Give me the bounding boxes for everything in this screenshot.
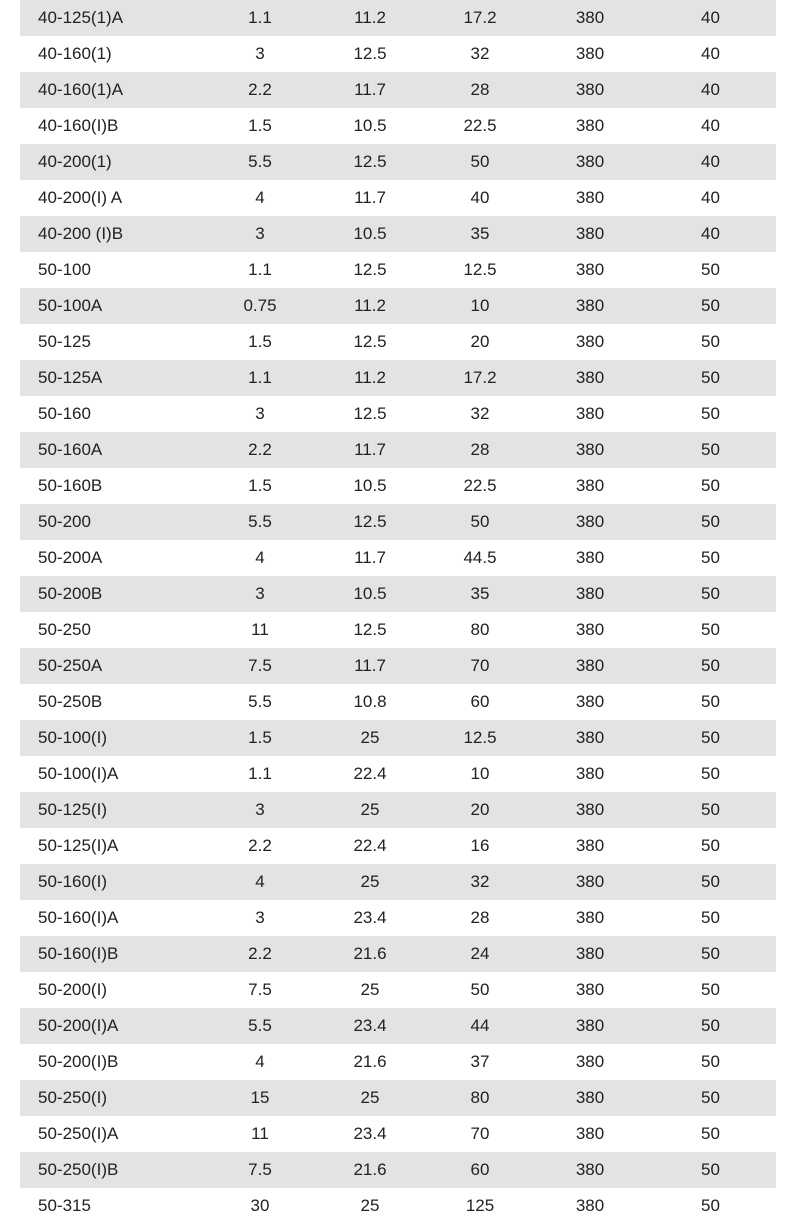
table-row — [20, 1152, 776, 1188]
cell-diameter: 50 — [701, 584, 720, 603]
cell-power: 15 — [250, 1088, 270, 1107]
cell-voltage: 380 — [575, 656, 605, 675]
cell-diameter: 50 — [701, 692, 720, 711]
cell-diameter: 50 — [701, 332, 720, 351]
table-row — [20, 648, 776, 684]
cell-power: 4 — [255, 188, 265, 207]
cell-voltage: 380 — [575, 1052, 605, 1071]
cell-power: 11 — [251, 1124, 269, 1143]
cell-voltage: 380 — [575, 80, 605, 99]
cell-voltage: 380 — [575, 728, 605, 747]
cell-flow: 12.5 — [353, 512, 387, 531]
cell-head: 125 — [465, 1196, 495, 1215]
table-row — [20, 792, 776, 828]
cell-model: 50-125A — [38, 368, 103, 387]
cell-voltage: 380 — [575, 944, 605, 963]
cell-power: 4 — [255, 548, 265, 567]
cell-power: 1.1 — [248, 8, 272, 27]
cell-head: 80 — [470, 620, 490, 639]
cell-power: 2.2 — [248, 836, 272, 855]
cell-model: 50-315 — [38, 1196, 91, 1215]
cell-head: 28 — [470, 80, 490, 99]
table-row — [20, 684, 776, 720]
cell-diameter: 50 — [701, 800, 720, 819]
cell-flow: 10.5 — [353, 224, 387, 243]
cell-model: 50-200(I) — [38, 980, 107, 999]
cell-flow: 21.6 — [353, 944, 387, 963]
cell-power: 1.5 — [248, 728, 272, 747]
table-row — [20, 1044, 776, 1080]
table-row — [20, 1116, 776, 1152]
cell-power: 7.5 — [248, 1160, 272, 1179]
table-row — [20, 216, 776, 252]
cell-power: 2.2 — [248, 80, 272, 99]
cell-flow: 12.5 — [353, 152, 387, 171]
cell-diameter: 50 — [701, 620, 720, 639]
cell-power: 3 — [255, 584, 265, 603]
cell-head: 60 — [470, 1160, 490, 1179]
table-row — [20, 864, 776, 900]
cell-voltage: 380 — [575, 1016, 605, 1035]
cell-diameter: 50 — [701, 296, 720, 315]
cell-flow: 12.5 — [353, 404, 387, 423]
cell-head: 40 — [470, 188, 490, 207]
cell-power: 7.5 — [248, 980, 272, 999]
cell-power: 0.75 — [243, 296, 277, 315]
cell-diameter: 50 — [701, 1160, 720, 1179]
cell-flow: 10.8 — [353, 692, 387, 711]
cell-flow: 12.5 — [353, 620, 387, 639]
cell-head: 35 — [470, 584, 490, 603]
cell-voltage: 380 — [575, 476, 605, 495]
cell-diameter: 50 — [701, 836, 720, 855]
cell-power: 3 — [255, 44, 265, 63]
cell-voltage: 380 — [575, 872, 605, 891]
cell-head: 20 — [470, 800, 490, 819]
table-row — [20, 972, 776, 1008]
cell-power: 1.5 — [248, 332, 272, 351]
cell-flow: 23.4 — [353, 908, 387, 927]
cell-head: 12.5 — [463, 728, 497, 747]
table-row — [20, 432, 776, 468]
cell-model: 50-200(I)B — [38, 1052, 119, 1071]
cell-diameter: 50 — [701, 476, 720, 495]
cell-voltage: 380 — [575, 512, 605, 531]
table-row — [20, 324, 776, 360]
cell-head: 16 — [470, 836, 490, 855]
cell-model: 50-250(I) — [38, 1088, 107, 1107]
cell-power: 3 — [255, 908, 265, 927]
cell-model: 50-200(I)A — [38, 1016, 119, 1035]
cell-diameter: 50 — [701, 548, 720, 567]
cell-flow: 11.2 — [354, 8, 386, 27]
cell-model: 50-160(I)B — [38, 944, 119, 963]
cell-diameter: 50 — [701, 1196, 720, 1215]
cell-head: 35 — [470, 224, 490, 243]
cell-head: 10 — [470, 296, 490, 315]
table-row — [20, 144, 776, 180]
cell-head: 12.5 — [463, 260, 497, 279]
cell-flow: 11.7 — [354, 188, 386, 207]
cell-flow: 21.6 — [353, 1160, 387, 1179]
cell-voltage: 380 — [575, 260, 605, 279]
cell-power: 3 — [255, 224, 265, 243]
cell-model: 50-200B — [38, 584, 103, 603]
cell-voltage: 380 — [575, 764, 605, 783]
cell-power: 11 — [251, 620, 269, 639]
cell-power: 1.5 — [248, 116, 272, 135]
cell-power: 5.5 — [248, 1016, 272, 1035]
cell-diameter: 50 — [701, 764, 720, 783]
table-row — [20, 756, 776, 792]
cell-flow: 10.5 — [353, 584, 387, 603]
cell-head: 60 — [470, 692, 490, 711]
cell-voltage: 380 — [575, 332, 605, 351]
cell-model: 50-250A — [38, 656, 103, 675]
cell-diameter: 50 — [701, 1088, 720, 1107]
cell-model: 50-125(I) — [38, 800, 107, 819]
cell-diameter: 50 — [701, 512, 720, 531]
cell-diameter: 50 — [701, 1016, 720, 1035]
cell-head: 50 — [470, 512, 490, 531]
cell-head: 37 — [470, 1052, 490, 1071]
cell-head: 22.5 — [463, 116, 497, 135]
cell-diameter: 50 — [701, 872, 720, 891]
table-row — [20, 108, 776, 144]
table-row — [20, 1080, 776, 1116]
cell-flow: 11.2 — [354, 368, 386, 387]
cell-power: 4 — [255, 872, 265, 891]
cell-power: 2.2 — [248, 440, 272, 459]
cell-flow: 21.6 — [353, 1052, 387, 1071]
cell-diameter: 40 — [701, 44, 720, 63]
cell-flow: 11.7 — [354, 656, 386, 675]
cell-model: 50-100A — [38, 296, 103, 315]
table-row — [20, 504, 776, 540]
cell-diameter: 50 — [701, 944, 720, 963]
cell-head: 24 — [470, 944, 490, 963]
cell-voltage: 380 — [575, 908, 605, 927]
cell-flow: 25 — [360, 872, 380, 891]
table-row — [20, 36, 776, 72]
cell-power: 30 — [250, 1196, 270, 1215]
spec-table — [20, 0, 776, 1224]
spec-table-container — [20, 0, 776, 1224]
cell-diameter: 40 — [701, 188, 720, 207]
cell-flow: 25 — [360, 980, 380, 999]
cell-model: 40-200(I) A — [38, 188, 123, 207]
cell-voltage: 380 — [575, 980, 605, 999]
cell-head: 22.5 — [463, 476, 497, 495]
table-row — [20, 1008, 776, 1044]
cell-model: 40-160(1)A — [38, 80, 124, 99]
cell-power: 3 — [255, 404, 265, 423]
cell-power: 3 — [255, 800, 265, 819]
cell-power: 1.1 — [248, 764, 272, 783]
cell-model: 40-200 (I)B — [38, 224, 124, 243]
cell-voltage: 380 — [575, 1088, 605, 1107]
cell-model: 50-250B — [38, 692, 103, 711]
cell-model: 50-100(I) — [38, 728, 107, 747]
cell-power: 1.1 — [248, 368, 272, 387]
table-row — [20, 900, 776, 936]
cell-model: 50-100(I)A — [38, 764, 119, 783]
cell-head: 32 — [470, 44, 490, 63]
cell-head: 70 — [470, 656, 490, 675]
cell-power: 2.2 — [248, 944, 272, 963]
cell-voltage: 380 — [575, 836, 605, 855]
cell-head: 10 — [470, 764, 490, 783]
table-row — [20, 936, 776, 972]
cell-voltage: 380 — [575, 296, 605, 315]
cell-diameter: 50 — [701, 908, 720, 927]
cell-model: 40-200(1) — [38, 152, 112, 171]
cell-diameter: 40 — [701, 152, 720, 171]
cell-diameter: 50 — [701, 1124, 720, 1143]
cell-diameter: 50 — [701, 1052, 720, 1071]
cell-model: 50-160B — [38, 476, 103, 495]
cell-flow: 22.4 — [353, 836, 387, 855]
cell-diameter: 40 — [701, 8, 720, 27]
cell-voltage: 380 — [575, 188, 605, 207]
cell-voltage: 380 — [575, 800, 605, 819]
cell-diameter: 50 — [701, 260, 720, 279]
cell-flow: 22.4 — [353, 764, 387, 783]
table-row — [20, 396, 776, 432]
cell-flow: 10.5 — [353, 476, 387, 495]
cell-power: 5.5 — [248, 152, 272, 171]
cell-diameter: 50 — [701, 404, 720, 423]
cell-model: 50-200 — [38, 512, 91, 531]
cell-voltage: 380 — [575, 224, 605, 243]
cell-voltage: 380 — [575, 8, 605, 27]
table-row — [20, 360, 776, 396]
cell-flow: 12.5 — [353, 44, 387, 63]
cell-power: 5.5 — [248, 512, 272, 531]
cell-voltage: 380 — [575, 368, 605, 387]
cell-flow: 11.7 — [354, 80, 386, 99]
cell-flow: 25 — [360, 1196, 380, 1215]
cell-model: 40-160(I)B — [38, 116, 119, 135]
cell-model: 50-160(I) — [38, 872, 107, 891]
cell-diameter: 40 — [701, 224, 720, 243]
cell-head: 17.2 — [463, 8, 497, 27]
cell-voltage: 380 — [575, 116, 605, 135]
cell-head: 50 — [470, 152, 490, 171]
cell-voltage: 380 — [575, 584, 605, 603]
cell-flow: 25 — [360, 800, 380, 819]
cell-voltage: 380 — [575, 620, 605, 639]
cell-power: 7.5 — [248, 656, 272, 675]
cell-diameter: 50 — [701, 980, 720, 999]
cell-power: 1.5 — [248, 476, 272, 495]
cell-voltage: 380 — [575, 44, 605, 63]
cell-model: 40-125(1)A — [38, 8, 124, 27]
cell-model: 50-250(I)B — [38, 1160, 119, 1179]
table-row — [20, 288, 776, 324]
cell-model: 50-100 — [38, 260, 91, 279]
cell-flow: 12.5 — [353, 260, 387, 279]
cell-diameter: 50 — [701, 728, 720, 747]
table-row — [20, 72, 776, 108]
table-row — [20, 0, 776, 36]
table-row — [20, 1188, 776, 1224]
cell-head: 70 — [470, 1124, 490, 1143]
cell-voltage: 380 — [575, 1160, 605, 1179]
cell-head: 32 — [470, 872, 490, 891]
cell-model: 50-125(I)A — [38, 836, 119, 855]
cell-head: 50 — [470, 980, 490, 999]
cell-flow: 12.5 — [353, 332, 387, 351]
cell-head: 28 — [470, 440, 490, 459]
cell-model: 50-250(I)A — [38, 1124, 119, 1143]
cell-flow: 25 — [360, 1088, 380, 1107]
cell-diameter: 50 — [701, 656, 720, 675]
cell-voltage: 380 — [575, 1124, 605, 1143]
cell-flow: 23.4 — [353, 1124, 387, 1143]
spec-table-body — [20, 0, 776, 1224]
cell-flow: 10.5 — [353, 116, 387, 135]
cell-power: 1.1 — [248, 260, 272, 279]
cell-flow: 11.2 — [354, 296, 386, 315]
cell-head: 32 — [470, 404, 490, 423]
cell-model: 50-250 — [38, 620, 91, 639]
table-row — [20, 252, 776, 288]
cell-flow: 11.7 — [354, 440, 386, 459]
cell-voltage: 380 — [575, 404, 605, 423]
cell-model: 40-160(1) — [38, 44, 112, 63]
cell-voltage: 380 — [575, 440, 605, 459]
table-row — [20, 180, 776, 216]
cell-voltage: 380 — [575, 692, 605, 711]
cell-voltage: 380 — [575, 548, 605, 567]
table-row — [20, 468, 776, 504]
cell-head: 44 — [470, 1016, 490, 1035]
cell-power: 5.5 — [248, 692, 272, 711]
cell-head: 20 — [470, 332, 490, 351]
cell-head: 28 — [470, 908, 490, 927]
table-row — [20, 540, 776, 576]
cell-voltage: 380 — [575, 1196, 605, 1215]
table-row — [20, 720, 776, 756]
cell-diameter: 50 — [701, 368, 720, 387]
cell-head: 17.2 — [463, 368, 497, 387]
cell-model: 50-125 — [38, 332, 91, 351]
cell-model: 50-160A — [38, 440, 103, 459]
cell-flow: 23.4 — [353, 1016, 387, 1035]
table-row — [20, 576, 776, 612]
cell-flow: 25 — [360, 728, 380, 747]
cell-voltage: 380 — [575, 152, 605, 171]
cell-power: 4 — [255, 1052, 265, 1071]
table-row — [20, 828, 776, 864]
cell-diameter: 50 — [701, 440, 720, 459]
cell-head: 80 — [470, 1088, 490, 1107]
cell-model: 50-160(I)A — [38, 908, 119, 927]
cell-diameter: 40 — [701, 116, 720, 135]
table-row — [20, 612, 776, 648]
cell-model: 50-160 — [38, 404, 91, 423]
cell-flow: 11.7 — [354, 548, 386, 567]
cell-diameter: 40 — [701, 80, 720, 99]
cell-head: 44.5 — [463, 548, 497, 567]
cell-model: 50-200A — [38, 548, 103, 567]
